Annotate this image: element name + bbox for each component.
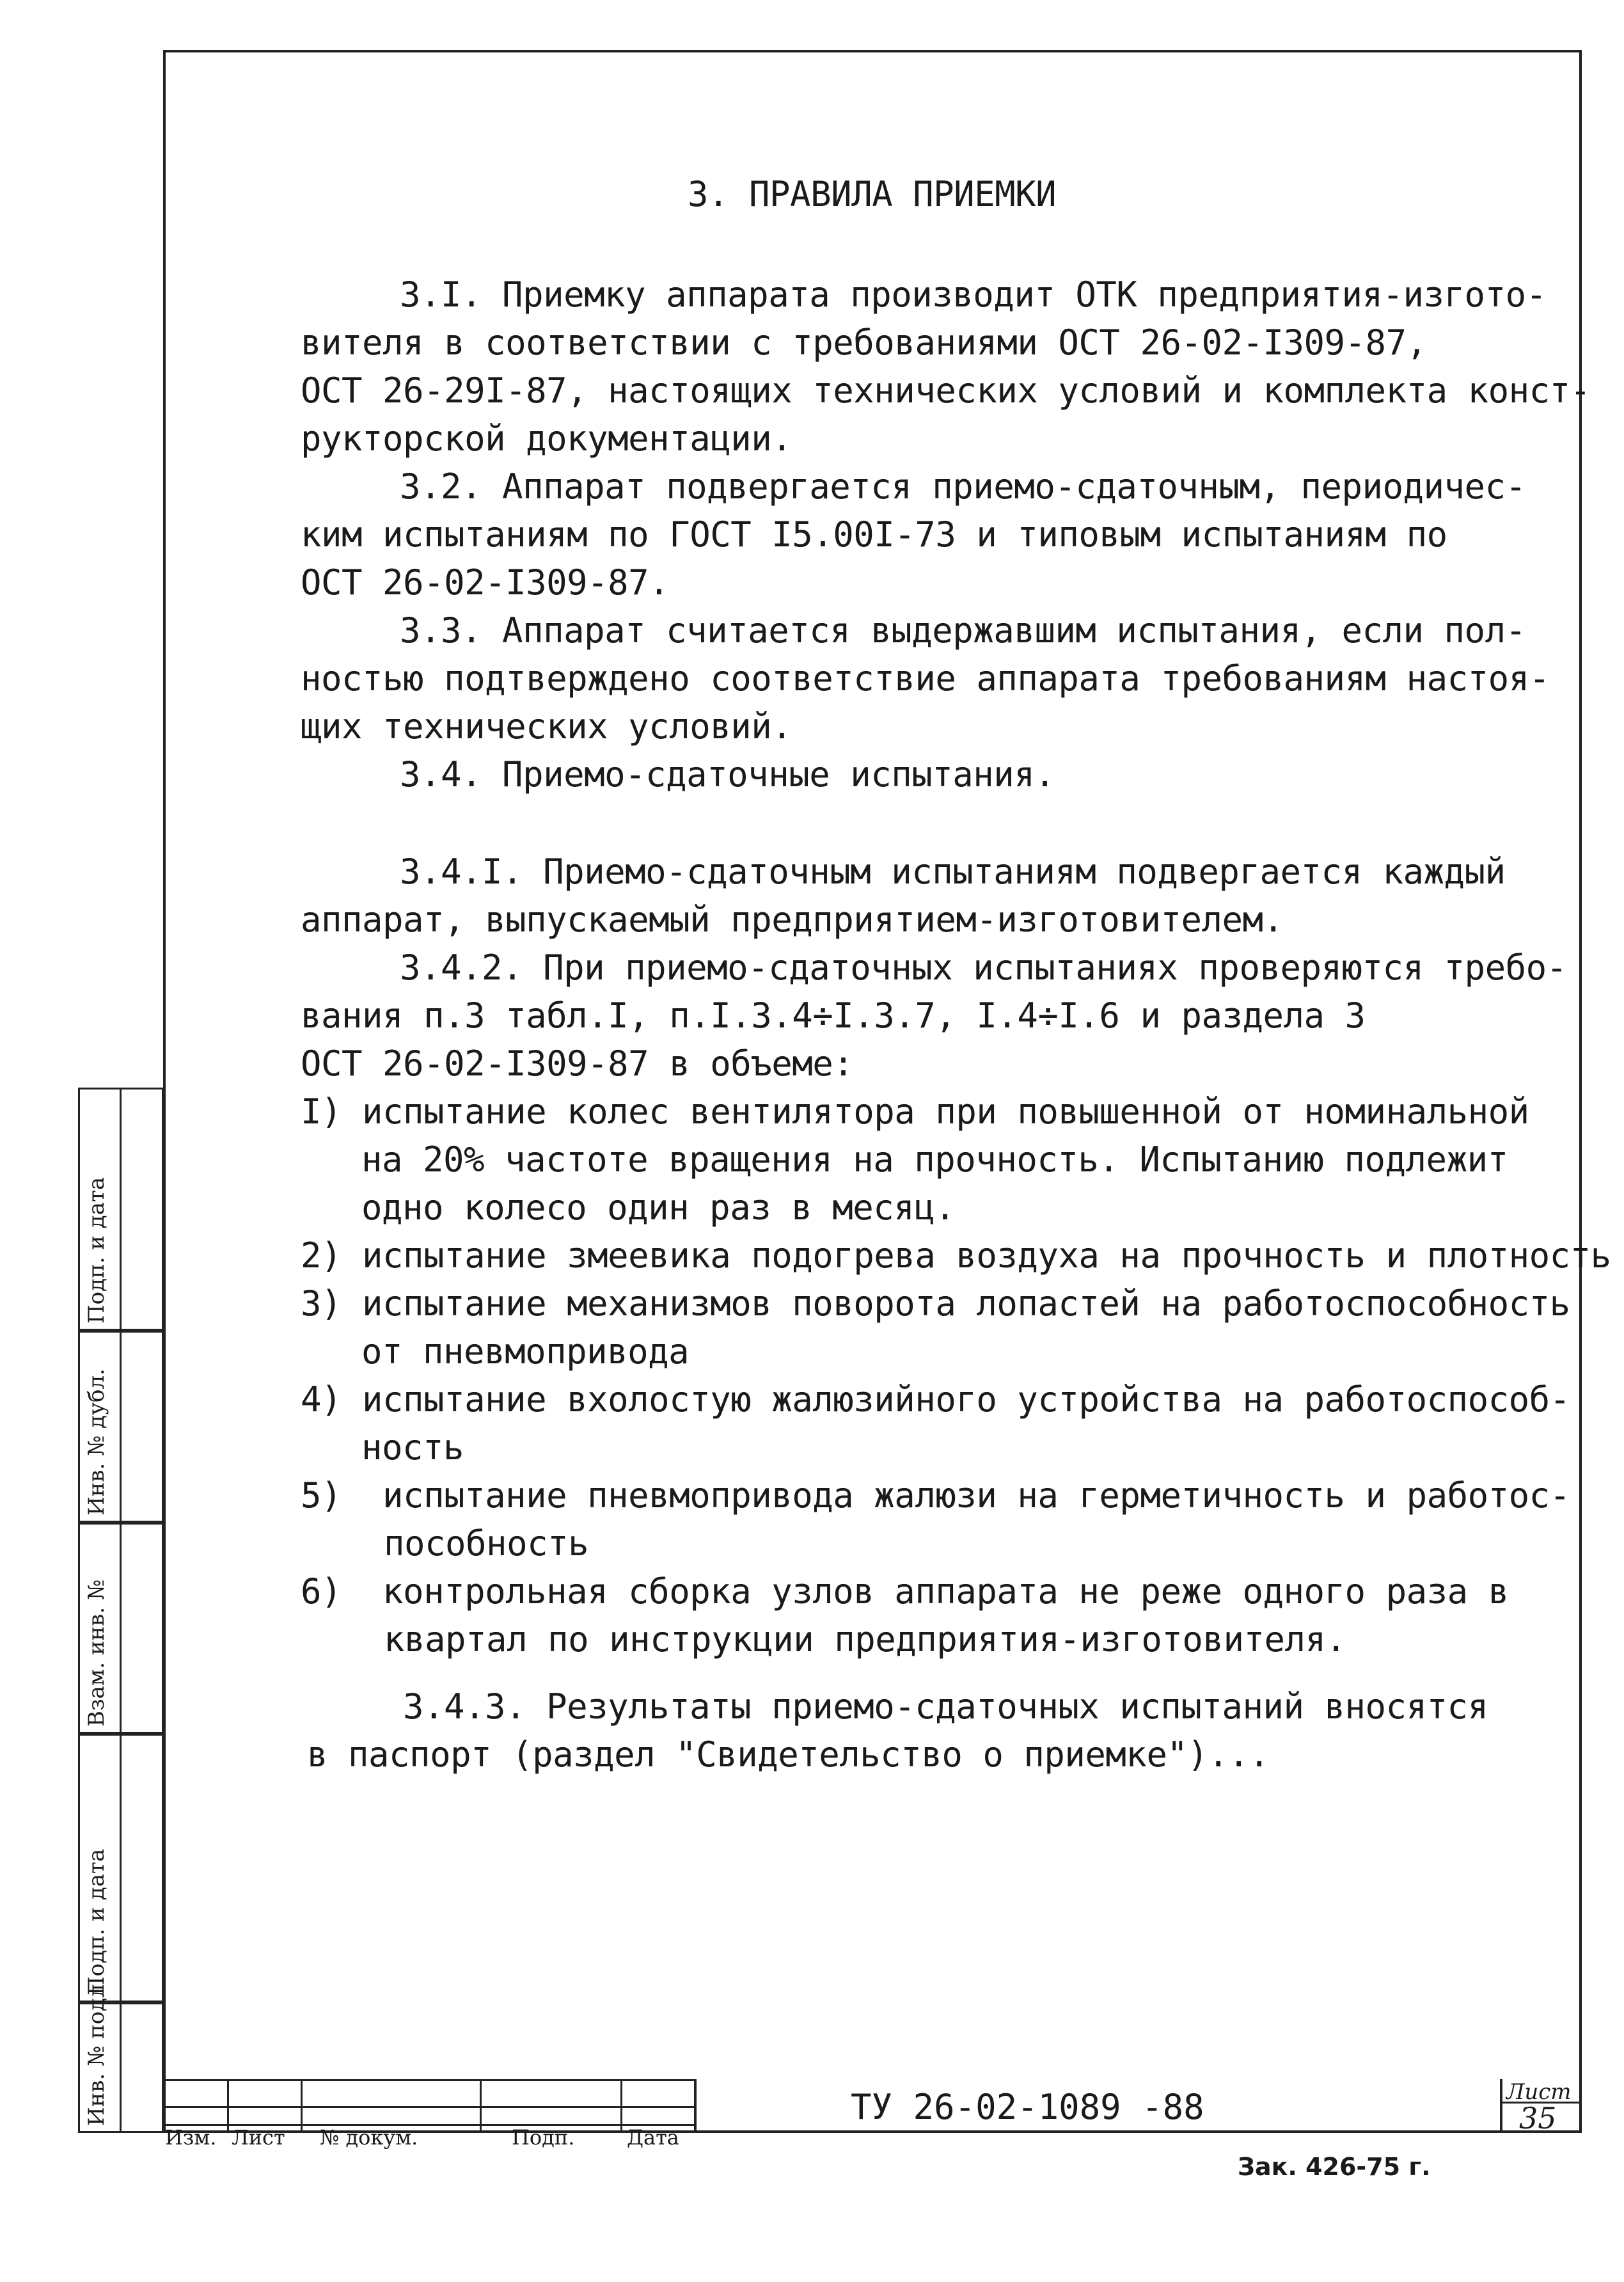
list-item-cont: квартал по инструкции предприятия-изготовителя.: [384, 1619, 1346, 1660]
list-item: 6) контрольная сборка узлов аппарата не реже одного раза в: [301, 1571, 1509, 1612]
text-line: вителя в соответствии с требованиями ОСТ 26-02-I309-87,: [301, 322, 1427, 363]
list-item: 5) испытание пневмопривода жалюзи на герметичность и работос-: [301, 1475, 1570, 1516]
margin-cell: [78, 1331, 164, 1523]
text-line: 3.4.I. Приемо-сдаточным испытаниям подвергается каждый: [400, 852, 1506, 892]
tb-column-label: Подп.: [512, 2125, 575, 2150]
tb-line: [694, 2079, 697, 2133]
margin-cell: [78, 1977, 164, 2133]
sheet-number: 35: [1519, 2101, 1557, 2135]
tb-line: [163, 2106, 694, 2108]
sheet-label: Лист: [1506, 2079, 1572, 2105]
margin-label: Инв. № подл.: [84, 1977, 109, 2126]
tb-line: [480, 2079, 482, 2133]
list-item: 3) испытание механизмов поворота лопастей на работоспособность: [301, 1283, 1570, 1324]
text-line: 3.4.2. При приемо-сдаточных испытаниях проверяются требо-: [400, 947, 1567, 988]
text-line: 3.4. Приемо-сдаточные испытания.: [400, 754, 1055, 795]
section-heading: 3. ПРАВИЛА ПРИЕМКИ: [688, 174, 1057, 214]
text-line: рукторской документации.: [301, 418, 792, 459]
text-line: 3.I. Приемку аппарата производит ОТК предприятия-изгото-: [400, 274, 1547, 315]
tb-column-label: Дата: [627, 2125, 679, 2150]
tb-line: [227, 2079, 229, 2133]
text-line: щих технических условий.: [301, 706, 792, 747]
text-line: вания п.3 табл.I, п.I.3.4÷I.3.7, I.4÷I.6 и раздела 3: [301, 995, 1366, 1036]
tb-column-label: Лист: [232, 2125, 285, 2150]
margin-cell: [78, 1523, 164, 1734]
tb-column-label: № докум.: [320, 2125, 418, 2150]
margin-label: Подп. и дата: [84, 1848, 109, 1995]
list-item-cont: от пневмопривода: [361, 1331, 690, 1372]
tb-line: [163, 2079, 694, 2081]
text-line: 3.4.3. Результаты приемо-сдаточных испытаний вносятся: [403, 1686, 1488, 1727]
document-code: ТУ 26-02-1089 -88: [851, 2087, 1204, 2127]
text-line: 3.2. Аппарат подвергается приемо-сдаточным, периодичес-: [400, 466, 1526, 507]
tb-line: [1500, 2079, 1502, 2133]
list-item-cont: на 20% частоте вращения на прочность. Испытанию подлежит: [361, 1139, 1508, 1180]
margin-label: Подп. и дата: [84, 1177, 109, 1324]
tb-line: [620, 2079, 622, 2133]
list-item-cont: одно колесо один раз в месяц.: [361, 1187, 956, 1228]
list-item-cont: ность: [361, 1427, 464, 1468]
text-line: ностью подтверждено соответствие аппарата требованиям настоя-: [301, 658, 1550, 699]
text-line: 3.3. Аппарат считается выдержавшим испытания, если пол-: [400, 610, 1526, 651]
margin-cell: [78, 1734, 164, 2002]
margin-label: Инв. № дубл.: [84, 1368, 109, 1516]
tb-column-label: Изм.: [165, 2125, 217, 2150]
text-line: ОСТ 26-29I-87, настоящих технических условий и комплекта конст-: [301, 370, 1591, 411]
margin-cell: [78, 1088, 164, 1331]
text-line: ким испытаниям по ГОСТ I5.00I-73 и типовым испытаниям по: [301, 514, 1447, 555]
list-item-cont: пособность: [384, 1523, 589, 1564]
text-line: ОСТ 26-02-I309-87.: [301, 562, 670, 603]
list-item: 4) испытание вхолостую жалюзийного устройства на работоспособ-: [301, 1379, 1570, 1420]
list-item: 2) испытание змеевика подогрева воздуха на прочность и плотность: [301, 1235, 1611, 1276]
text-line: в паспорт (раздел "Свидетельство о приемке")...: [307, 1734, 1270, 1775]
text-line: аппарат, выпускаемый предприятием-изготовителем.: [301, 899, 1284, 940]
order-note: Зак. 426-75 г.: [1238, 2153, 1431, 2181]
tb-line: [301, 2079, 303, 2133]
text-line: ОСТ 26-02-I309-87 в объеме:: [301, 1043, 854, 1084]
list-item: I) испытание колес вентилятора при повышенной от номинальной: [301, 1091, 1529, 1132]
margin-label: Взам. инв. №: [84, 1579, 109, 1727]
